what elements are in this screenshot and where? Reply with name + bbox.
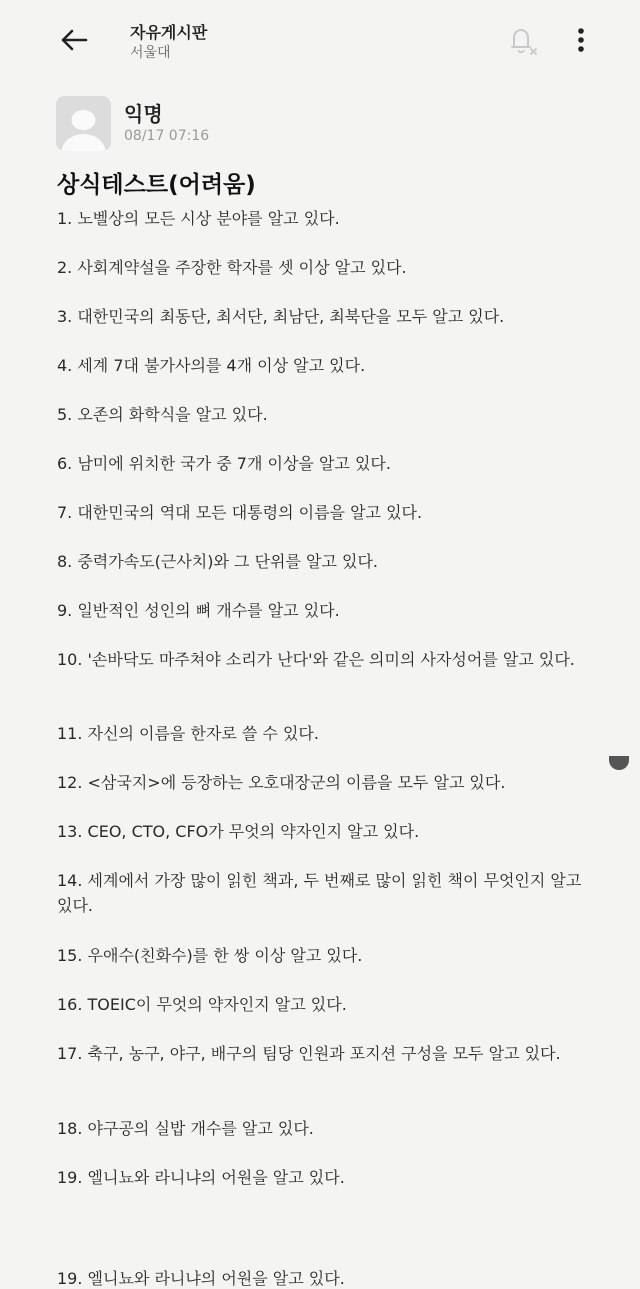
list-item: 18. 야구공의 실밥 개수를 알고 있다. [57,1119,314,1138]
list-item: 6. 남미에 위치한 국가 중 7개 이상을 알고 있다. [57,454,391,473]
list-item: 10. '손바닥도 마주쳐야 소리가 난다'와 같은 의미의 사자성어를 알고 있다. [57,650,575,669]
list-item: 16. TOEIC이 무엇의 약자인지 알고 있다. [57,995,347,1014]
list-item: 9. 일반적인 성인의 뼈 개수를 알고 있다. [57,601,340,620]
list-item: 17. 축구, 농구, 야구, 배구의 팀당 인원과 포지션 구성을 모두 알고 있다. [57,1044,561,1063]
arrow-left-icon [60,28,88,52]
more-vertical-icon [577,27,585,53]
list-item: 13. CEO, CTO, CFO가 무엇의 약자인지 알고 있다. [57,822,420,841]
list-item: 4. 세계 7대 불가사의를 4개 이상 알고 있다. [57,356,366,375]
post-title: 상식테스트(어려움) [57,172,256,198]
back-button[interactable] [52,22,96,58]
more-options-button[interactable] [566,20,596,60]
app-header [0,0,640,84]
list-item: 8. 중력가속도(근사치)와 그 단위를 알고 있다. [57,552,379,571]
scroll-handle[interactable] [609,756,629,770]
board-title: 자유게시판 [130,23,208,42]
board-subtitle: 서울대 [130,45,171,61]
list-item: 3. 대한민국의 최동단, 최서단, 최남단, 최북단을 모두 알고 있다. [57,307,505,326]
list-item: 19. 엘니뇨와 라니냐의 어원을 알고 있다. [57,1168,345,1187]
list-item: 5. 오존의 화학식을 알고 있다. [57,405,268,424]
notification-button[interactable] [502,20,542,60]
list-item: 12. <삼국지>에 등장하는 오호대장군의 이름을 모두 알고 있다. [57,773,506,792]
author-name: 익명 [124,102,163,126]
list-item: 1. 노벨상의 모든 시상 분야를 알고 있다. [57,209,340,228]
bell-off-icon [505,23,539,57]
list-item: 11. 자신의 이름을 한자로 쓸 수 있다. [57,724,319,743]
post-timestamp: 08/17 07:16 [124,128,210,144]
list-item: 2. 사회계약설을 주장한 학자를 셋 이상 알고 있다. [57,258,407,277]
list-item: 7. 대한민국의 역대 모든 대통령의 이름을 알고 있다. [57,503,423,522]
list-item: 15. 우애수(친화수)를 한 쌍 이상 알고 있다. [57,946,363,965]
list-item: 14. 세계에서 가장 많이 읽힌 책과, 두 번째로 많이 읽힌 책이 무엇인지 알고 있다. [57,871,582,915]
author-row [56,96,456,152]
default-avatar-icon[interactable] [56,96,111,151]
partially-visible-line: 19. 엘니뇨와 라니냐의 어원을 알고 있다. [57,1269,345,1288]
